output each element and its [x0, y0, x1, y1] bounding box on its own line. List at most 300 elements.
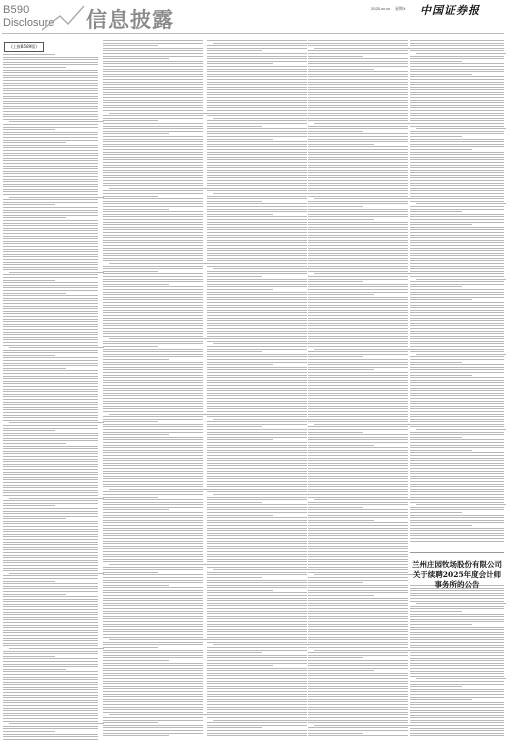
text-line: [207, 548, 307, 549]
text-line: [410, 185, 504, 186]
text-line: [103, 595, 203, 596]
text-line: [3, 319, 98, 320]
text-line: [207, 367, 307, 368]
text-line: [410, 590, 504, 591]
text-line: [308, 346, 408, 347]
text-line: [410, 455, 504, 456]
text-line: [207, 188, 307, 189]
text-line: [308, 681, 408, 682]
text-line: [103, 733, 203, 734]
text-line: [410, 209, 504, 210]
text-line: [103, 45, 158, 46]
text-line: [207, 538, 307, 539]
text-line: [410, 478, 504, 479]
text-line: [207, 276, 262, 277]
text-line: [308, 66, 408, 67]
text-line: [3, 378, 98, 379]
text-line: [103, 318, 203, 319]
text-line: [103, 201, 203, 202]
text-line: [3, 355, 55, 356]
text-line: [103, 149, 203, 150]
text-line: [207, 688, 307, 689]
text-line: [103, 66, 203, 67]
text-column-5a: [410, 40, 504, 545]
text-line: [308, 393, 408, 394]
text-line: [314, 424, 414, 425]
text-line: [308, 118, 408, 119]
text-line: [207, 655, 307, 656]
text-line: [103, 720, 203, 721]
text-line: [3, 269, 98, 270]
text-line: [410, 447, 504, 448]
section-name-cn: 信息披露: [86, 7, 174, 32]
text-line: [308, 180, 408, 181]
text-column-1: [3, 54, 98, 744]
text-line: [410, 180, 504, 181]
text-line: [3, 490, 98, 491]
text-line: [103, 660, 169, 661]
text-line: [308, 512, 408, 513]
text-line: [410, 735, 504, 736]
text-line: [416, 128, 506, 129]
text-line: [207, 50, 262, 51]
text-line: [410, 619, 504, 620]
text-line: [103, 512, 203, 513]
text-line: [410, 632, 504, 633]
text-line: [410, 507, 504, 508]
text-line: [3, 425, 98, 426]
text-line: [103, 569, 203, 570]
text-line: [3, 267, 98, 268]
text-line: [103, 390, 203, 391]
text-line: [103, 292, 203, 293]
text-line: [314, 574, 414, 575]
text-line: [103, 61, 203, 62]
text-line: [207, 97, 307, 98]
text-line: [103, 406, 203, 407]
text-line: [3, 179, 98, 180]
text-line: [103, 258, 203, 259]
text-line: [308, 266, 408, 267]
text-line: [207, 198, 307, 199]
text-line: [103, 574, 203, 575]
text-line: [308, 644, 408, 645]
text-line: [207, 157, 307, 158]
text-line: [3, 77, 98, 78]
text-line: [207, 66, 307, 67]
text-line: [207, 484, 307, 485]
text-line: [308, 385, 408, 386]
text-line: [308, 229, 408, 230]
text-line: [3, 428, 98, 429]
text-line: [308, 452, 408, 453]
text-line: [3, 539, 98, 540]
text-line: [3, 529, 98, 530]
text-line: [410, 183, 504, 184]
text-line: [207, 380, 307, 381]
text-line: [410, 509, 504, 510]
text-line: [207, 714, 307, 715]
text-line: [3, 324, 98, 325]
text-line: [308, 175, 408, 176]
text-line: [308, 286, 408, 287]
text-line: [3, 513, 98, 514]
text-line: [3, 583, 98, 584]
text-line: [410, 497, 504, 498]
text-line: [207, 717, 307, 718]
continued-label: (上接B589版): [4, 42, 44, 52]
text-line: [213, 419, 313, 420]
text-line: [308, 268, 408, 269]
text-line: [207, 605, 307, 606]
text-line: [103, 522, 203, 523]
text-line: [103, 398, 203, 399]
text-line: [103, 297, 203, 298]
text-line: [308, 683, 408, 684]
text-line: [3, 145, 98, 146]
text-line: [410, 214, 504, 215]
text-line: [3, 523, 98, 524]
text-line: [103, 136, 203, 137]
text-line: [410, 390, 504, 391]
text-line: [103, 559, 203, 560]
text-line: [207, 478, 307, 479]
text-line: [308, 439, 408, 440]
text-line: [410, 177, 504, 178]
text-line: [103, 650, 203, 651]
text-line: [308, 502, 408, 503]
text-line: [3, 487, 98, 488]
text-line: [207, 177, 307, 178]
text-line: [103, 388, 203, 389]
text-line: [410, 56, 504, 57]
text-line: [3, 300, 98, 301]
text-line: [3, 726, 98, 727]
text-line: [103, 123, 203, 124]
text-line: [308, 128, 408, 129]
text-line: [3, 438, 98, 439]
text-line: [103, 385, 203, 386]
text-line: [207, 203, 307, 204]
text-line: [410, 307, 504, 308]
text-line: [103, 577, 203, 578]
text-line: [103, 517, 203, 518]
text-line: [308, 328, 408, 329]
text-line: [410, 616, 504, 617]
text-line: [3, 505, 55, 506]
text-line: [207, 196, 307, 197]
text-line: [410, 310, 504, 311]
text-line: [103, 535, 203, 536]
text-line: [103, 92, 203, 93]
text-line: [410, 520, 504, 521]
text-line: [3, 614, 98, 615]
text-line: [207, 634, 307, 635]
text-line: [410, 471, 504, 472]
text-line: [410, 170, 504, 171]
text-line: [207, 260, 307, 261]
text-line: [207, 235, 307, 236]
text-line: [410, 227, 504, 228]
text-line: [103, 730, 203, 731]
text-line: [3, 339, 98, 340]
text-line: [207, 362, 307, 363]
text-line: [3, 565, 98, 566]
text-line: [3, 453, 98, 454]
text-line: [308, 696, 408, 697]
text-line: [3, 687, 98, 688]
text-line: [308, 401, 408, 402]
text-line: [410, 439, 504, 440]
text-line: [103, 356, 203, 357]
text-line: [103, 89, 203, 90]
text-line: [410, 253, 504, 254]
text-line: [410, 146, 504, 147]
text-line: [410, 292, 504, 293]
text-line: [3, 451, 98, 452]
text-line: [103, 447, 203, 448]
text-line: [308, 408, 408, 409]
text-line: [308, 694, 408, 695]
text-line: [207, 69, 307, 70]
text-line: [410, 637, 504, 638]
text-line: [3, 638, 98, 639]
text-line: [103, 541, 203, 542]
text-line: [410, 380, 504, 381]
text-line: [410, 408, 504, 409]
text-line: [3, 619, 98, 620]
text-line: [308, 714, 408, 715]
text-line: [410, 655, 504, 656]
text-line: [207, 522, 307, 523]
text-line: [308, 471, 408, 472]
text-line: [103, 364, 203, 365]
text-line: [3, 280, 55, 281]
text-line: [3, 383, 98, 384]
text-line: [3, 671, 98, 672]
text-line: [308, 486, 408, 487]
text-line: [207, 87, 307, 88]
text-line: [103, 196, 158, 197]
text-line: [308, 136, 408, 137]
text-line: [410, 167, 504, 168]
text-line: [308, 712, 408, 713]
text-line: [3, 70, 98, 71]
text-line: [308, 82, 408, 83]
text-line: [308, 211, 408, 212]
text-line: [207, 310, 307, 311]
text-line: [308, 97, 408, 98]
text-line: [3, 199, 98, 200]
text-line: [3, 93, 98, 94]
text-line: [103, 452, 203, 453]
text-line: [103, 177, 203, 178]
text-line: [103, 102, 203, 103]
text-line: [410, 123, 504, 124]
text-line: [3, 386, 98, 387]
text-line: [103, 499, 203, 500]
text-line: [103, 439, 203, 440]
text-line: [410, 515, 504, 516]
text-line: [103, 408, 203, 409]
text-line: [308, 395, 408, 396]
text-line: [3, 256, 98, 257]
text-line: [3, 370, 98, 371]
text-line: [3, 303, 98, 304]
text-line: [3, 394, 98, 395]
text-line: [308, 170, 408, 171]
text-line: [3, 277, 98, 278]
text-line: [103, 621, 203, 622]
text-line: [308, 120, 408, 121]
text-line: [103, 637, 203, 638]
text-line: [308, 608, 408, 609]
text-line: [308, 709, 408, 710]
text-line: [207, 735, 307, 736]
text-line: [103, 310, 203, 311]
text-line: [410, 593, 504, 594]
text-line: [410, 697, 504, 698]
text-line: [103, 377, 203, 378]
text-line: [308, 292, 408, 293]
text-line: [103, 701, 203, 702]
text-line: [3, 440, 98, 441]
text-line: [410, 229, 504, 230]
text-line: [103, 442, 203, 443]
text-line: [410, 528, 504, 529]
text-line: [410, 629, 504, 630]
text-line: [3, 575, 98, 576]
text-line: [207, 40, 307, 41]
text-line: [207, 465, 307, 466]
text-line: [308, 554, 408, 555]
text-line: [103, 53, 203, 54]
text-line: [3, 604, 98, 605]
text-line: [103, 211, 203, 212]
text-line: [3, 158, 98, 159]
text-line: [308, 92, 408, 93]
text-line: [410, 237, 504, 238]
text-line: [3, 606, 98, 607]
text-line: [3, 555, 98, 556]
text-line: [3, 326, 98, 327]
text-line: [3, 101, 98, 102]
text-line: [207, 240, 307, 241]
text-line: [3, 254, 98, 255]
text-line: [410, 364, 504, 365]
text-line: [308, 432, 363, 433]
text-line: [3, 609, 98, 610]
text-line: [103, 712, 203, 713]
text-line: [410, 468, 504, 469]
text-line: [3, 233, 98, 234]
text-line: [308, 222, 408, 223]
text-line: [207, 618, 307, 619]
text-line: [308, 730, 408, 731]
text-line: [207, 429, 307, 430]
text-line: [3, 518, 66, 519]
text-line: [308, 660, 408, 661]
text-line: [308, 299, 408, 300]
text-line: [3, 417, 98, 418]
text-line: [410, 159, 504, 160]
text-line: [207, 450, 307, 451]
text-line: [410, 362, 462, 363]
text-line: [308, 84, 408, 85]
text-line: [207, 255, 307, 256]
text-line: [308, 354, 408, 355]
text-line: [103, 655, 203, 656]
text-line: [410, 424, 504, 425]
text-line: [3, 88, 98, 89]
text-line: [410, 684, 504, 685]
text-line: [103, 341, 203, 342]
text-line: [207, 214, 273, 215]
text-line: [3, 243, 98, 244]
text-line: [207, 512, 307, 513]
text-line: [308, 71, 408, 72]
text-line: [308, 722, 408, 723]
text-line: [103, 642, 203, 643]
text-line: [207, 421, 307, 422]
text-line: [3, 290, 98, 291]
text-line: [410, 473, 504, 474]
text-line: [410, 642, 504, 643]
text-line: [207, 585, 307, 586]
text-line: [103, 421, 158, 422]
text-line: [3, 415, 98, 416]
text-line: [103, 432, 203, 433]
text-line: [3, 142, 66, 143]
text-line: [308, 250, 408, 251]
text-line: [207, 372, 307, 373]
text-line: [3, 153, 98, 154]
text-line: [3, 500, 98, 501]
text-line: [410, 346, 504, 347]
text-line: [410, 102, 504, 103]
text-line: [103, 675, 203, 676]
text-line: [103, 463, 203, 464]
text-line: [103, 305, 203, 306]
text-line: [410, 676, 504, 677]
text-line: [207, 377, 307, 378]
text-line: [103, 455, 203, 456]
text-line: [308, 315, 408, 316]
text-line: [207, 128, 307, 129]
text-line: [308, 248, 408, 249]
text-line: [308, 463, 408, 464]
text-line: [410, 118, 504, 119]
text-line: [308, 458, 408, 459]
text-line: [410, 157, 504, 158]
text-line: [3, 456, 98, 457]
text-line: [103, 144, 203, 145]
text-line: [3, 666, 98, 667]
text-line: [308, 159, 408, 160]
text-line: [3, 404, 98, 405]
text-line: [308, 564, 408, 565]
text-line: [308, 146, 408, 147]
text-line: [207, 401, 307, 402]
text-line: [207, 701, 307, 702]
text-line: [3, 376, 98, 377]
text-line: [308, 663, 408, 664]
announcement-headline: 关于续聘2025年度会计师事务所的公告: [412, 570, 502, 589]
text-line: [308, 377, 408, 378]
text-line: [410, 517, 504, 518]
text-line: [207, 273, 307, 274]
text-line: [213, 494, 313, 495]
